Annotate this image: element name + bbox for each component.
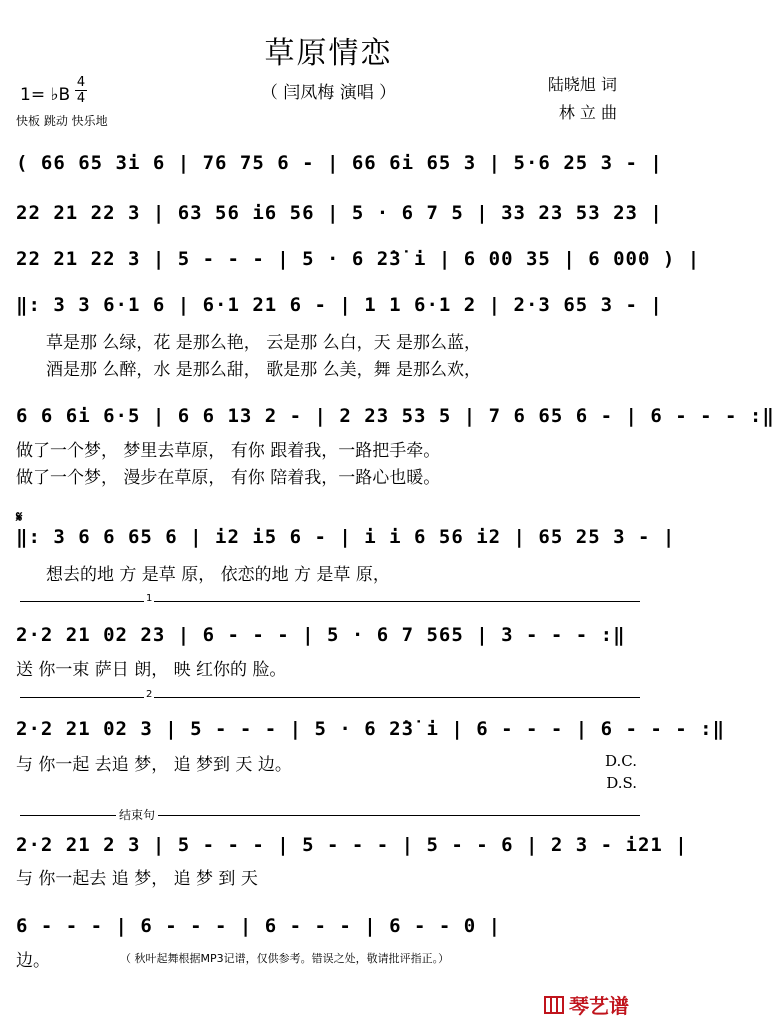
ds-marking: D.S. (606, 774, 637, 792)
score-line-intro-3: 22 21 22 3 | 5 - - - | 5 · 6 2̇3̇ i | 6 00 35 | 6 000 ) | (16, 248, 701, 270)
volta-bracket-2 (20, 689, 640, 700)
lyric-verse-2a: 做了一个梦， 梦里去草原， 有你 跟着我，一路把手牵。 (16, 441, 441, 461)
dc-marking: D.C. (605, 752, 637, 770)
time-signature-top: 4 (76, 75, 86, 90)
lyric-chorus-1: 想去的地 方 是草 原， 依恋的地 方 是草 原， (46, 565, 390, 585)
score-line-coda-2: 6 - - - | 6 - - - | 6 - - - | 6 - - 0 | (16, 915, 502, 937)
volta-bracket-1 (20, 593, 640, 604)
brand-logo-text: 琴艺谱 (569, 994, 629, 1018)
time-signature-bottom: 4 (76, 91, 86, 106)
score-line-chorus-1: ‖: 3 6 6 65 6 | i2 i5 6 - | i i 6 56 i2 | 65 25 3 - | (16, 526, 676, 548)
segno-sign: 𝄋 (16, 508, 23, 526)
lyric-verse-2b: 做了一个梦， 漫步在草原， 有你 陪着我，一路心也暖。 (16, 468, 441, 488)
score-line-intro-2: 22 21 22 3 | 63 56 i6 56 | 5 · 6 7 5 | 33 23 53 23 | (16, 202, 663, 224)
score-line-coda-1: 2·2 21 2 3 | 5 - - - | 5 - - - | 5 - - 6 | 2 3 - i21 | (16, 834, 688, 856)
lyric-coda-1: 与 你一起去 追 梦， 追 梦 到 天 (16, 869, 258, 889)
lyricist-credit: 陆晓旭 词 (547, 75, 617, 94)
score-line-verse-2: 6 6 6i 6·5 | 6 6 13 2 - | 2 23 53 5 | 7 6 65 6 - | 6 - - - :‖ (16, 405, 775, 427)
score-line-verse-1: ‖: 3 3 6·1 6 | 6·1 21 6 - | 1 1 6·1 2 | 2·3 65 3 - | (16, 294, 663, 316)
lyric-ending-2: 与 你一起 去追 梦， 追 梦到 天 边。 (16, 755, 292, 775)
composer-credit: 林 立 曲 (558, 103, 617, 122)
brand-logo[interactable] (543, 990, 629, 1019)
transcription-note: （ 秋叶起舞根据MP3记谱，仅供参考。错误之处，敬请批评指正。） (120, 952, 450, 965)
time-signature (74, 76, 88, 105)
volta-1-label: 1 (146, 593, 153, 604)
lyric-ending-1: 送 你一束 萨日 朗， 映 红你的 脸。 (16, 660, 287, 680)
coda-label: 结束句 (116, 806, 158, 823)
tempo-marking: 快板 跳动 快乐地 (16, 114, 108, 128)
singer-credit: （ 闫凤梅 演唱 ） (260, 83, 397, 103)
score-line-ending-2: 2·2 21 02 3 | 5 - - - | 5 · 6 2̇3̇ i | 6 - - - | 6 - - - :‖ (16, 718, 726, 740)
key-signature: 1= ♭B (20, 85, 71, 105)
score-line-ending-1: 2·2 21 02 23 | 6 - - - | 5 · 6 7 565 | 3 - - - :‖ (16, 624, 626, 646)
song-title: 草原情恋 (264, 36, 393, 71)
score-line-intro-1: ( 66 65 3i 6 | 76 75 6 - | 66 6i 65 3 | 5·6 25 3 - | (16, 152, 663, 174)
lyric-verse-1b: 酒是那 么醉，水 是那么甜， 歌是那 么美，舞 是那么欢， (46, 360, 482, 380)
piano-icon (543, 994, 565, 1016)
volta-2-label: 2 (146, 689, 153, 700)
lyric-coda-2: 边。 (16, 951, 50, 971)
coda-bracket (20, 808, 640, 822)
lyric-verse-1a: 草是那 么绿，花 是那么艳， 云是那 么白，天 是那么蓝， (46, 333, 482, 353)
